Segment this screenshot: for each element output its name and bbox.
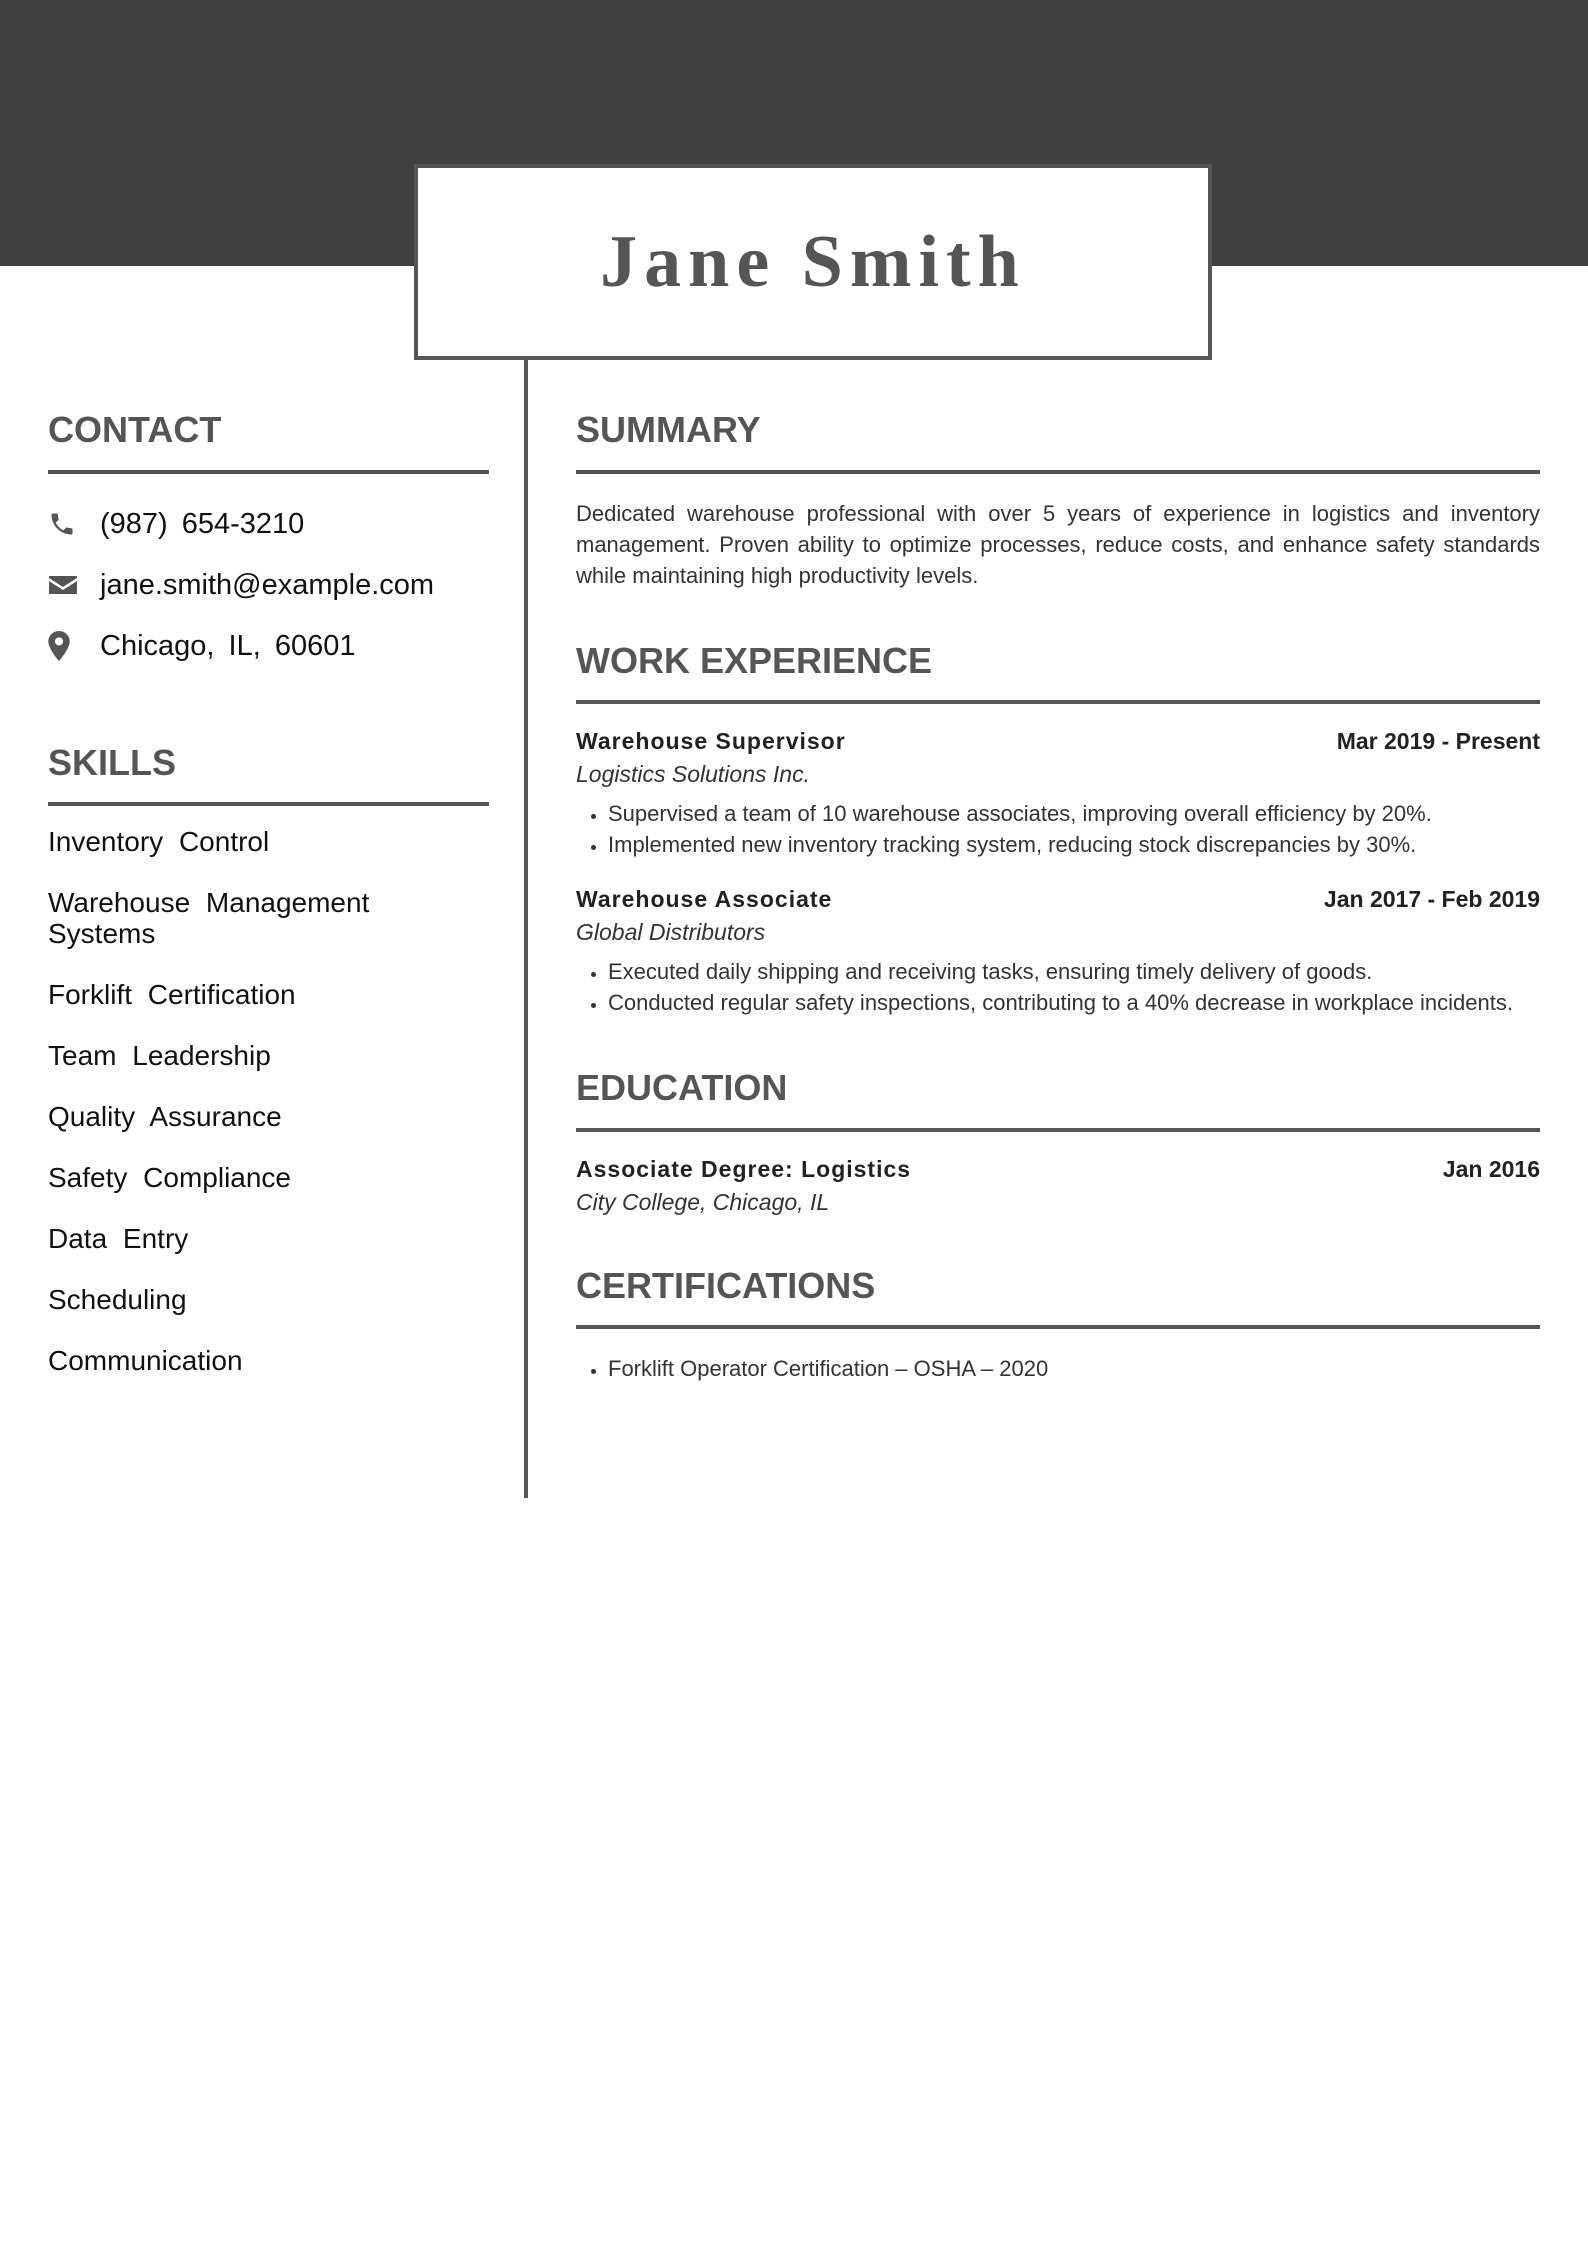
candidate-name: Jane Smith — [600, 220, 1026, 303]
job-entry — [576, 886, 1540, 1018]
skill-item: Team Leadership — [48, 1040, 271, 1072]
job-dates: Jan 2017 - Feb 2019 — [1323, 886, 1540, 913]
certification-list — [576, 1353, 1540, 1384]
job-bullet: • Conducted regular safety inspections, contributing to a 40% decrease in workplace incidents. — [608, 987, 1540, 1018]
school-name: City College, Chicago, IL — [576, 1188, 830, 1215]
education-header — [576, 1156, 1540, 1183]
certifications-section — [576, 1266, 1540, 1385]
summary-text: Dedicated warehouse professional with over 5 years of experience in logistics and inventory management. Proven ability to optimize processes, reduce costs, and enhance safety standards while maintaining high productivity levels. — [576, 500, 1540, 588]
skill-item: Data Entry — [48, 1223, 189, 1255]
skill-item: Communication — [48, 1345, 243, 1377]
contact-phone — [48, 494, 489, 555]
skill-item: Forklift Certification — [48, 979, 296, 1011]
job-header — [576, 886, 1540, 913]
map-pin-icon — [48, 631, 78, 661]
contact-list — [48, 494, 489, 677]
job-bullet: • Supervised a team of 10 warehouse associates, improving overall efficiency by 20%. — [608, 798, 1540, 829]
contact-section — [48, 410, 489, 677]
certification-item: • Forklift Operator Certification – OSHA – 2020 — [608, 1353, 1540, 1384]
contact-email — [48, 555, 489, 616]
summary-heading: SUMMARY — [576, 410, 1540, 474]
summary-section — [576, 410, 1540, 591]
column-divider — [524, 360, 528, 1498]
skills-heading: SKILLS — [48, 743, 489, 807]
experience-heading: WORK EXPERIENCE — [576, 641, 1540, 705]
phone-icon — [48, 509, 78, 539]
email-text[interactable]: jane.smith@example.com — [100, 568, 435, 601]
job-title: Warehouse Associate — [576, 886, 833, 913]
skill-item: Safety Compliance — [48, 1162, 292, 1194]
education-entry — [576, 1156, 1540, 1216]
job-dates: Mar 2019 - Present — [1336, 728, 1540, 755]
skills-section — [48, 743, 489, 1377]
phone-text[interactable]: (987) 654-3210 — [100, 507, 305, 540]
skill-item: Warehouse Management Systems — [48, 887, 370, 950]
name-box — [414, 164, 1212, 360]
location-text: Chicago, IL, 60601 — [100, 629, 356, 662]
job-bullets — [576, 956, 1540, 1018]
education-date: Jan 2016 — [1442, 1155, 1540, 1182]
contact-heading: CONTACT — [48, 410, 489, 474]
right-column — [576, 410, 1540, 1384]
skill-item: Quality Assurance — [48, 1101, 282, 1133]
skill-item: Inventory Control — [48, 826, 270, 858]
education-heading: EDUCATION — [576, 1068, 1540, 1132]
job-header — [576, 728, 1540, 755]
contact-location — [48, 616, 489, 677]
education-section — [576, 1068, 1540, 1216]
certifications-heading: CERTIFICATIONS — [576, 1266, 1540, 1330]
skill-item: Scheduling — [48, 1284, 187, 1316]
job-company: Global Distributors — [576, 919, 766, 946]
job-bullets — [576, 798, 1540, 860]
degree-title: Associate Degree: Logistics — [576, 1155, 912, 1182]
job-bullet: • Executed daily shipping and receiving tasks, ensuring timely delivery of goods. — [608, 956, 1540, 987]
job-title: Warehouse Supervisor — [576, 728, 846, 755]
skill-list — [48, 826, 489, 1376]
job-entry — [576, 728, 1540, 860]
envelope-icon — [48, 570, 78, 600]
left-column — [48, 410, 489, 1406]
job-bullet: • Implemented new inventory tracking system, reducing stock discrepancies by 30%. — [608, 829, 1540, 860]
job-company: Logistics Solutions Inc. — [576, 761, 810, 788]
experience-section — [576, 641, 1540, 1019]
